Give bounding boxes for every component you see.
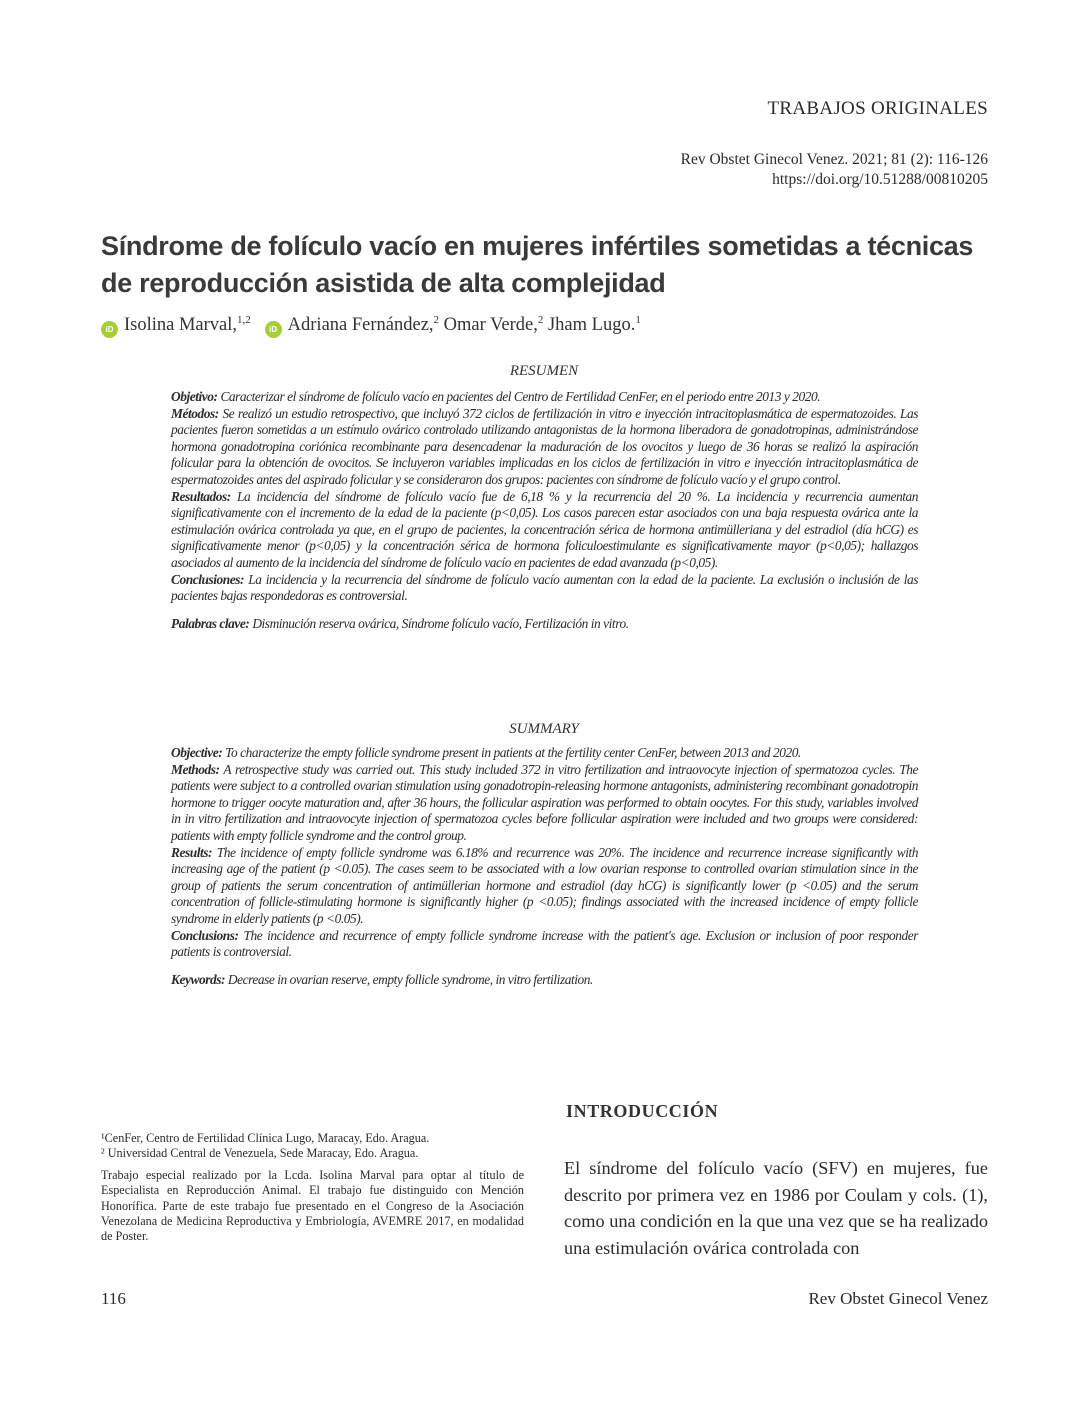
- resultados-label: Resultados:: [171, 488, 231, 504]
- author-name: Omar Verde,: [443, 315, 538, 335]
- resumen-body: [171, 389, 918, 632]
- objetivo-label: Objetivo:: [171, 389, 218, 404]
- author-affiliation: 1,2: [237, 313, 251, 326]
- resumen-palabras-clave: [171, 616, 918, 633]
- summary-objective: [171, 745, 918, 762]
- summary-methods: [171, 762, 918, 845]
- author-name: Isolina Marval,: [124, 315, 238, 335]
- keywords-text: Decrease in ovarian reserve, empty follicle syndrome, in vitro fertilization.: [227, 971, 593, 987]
- summary-results: [171, 845, 918, 928]
- footnotes: [101, 1131, 524, 1245]
- intro-paragraph: El síndrome del folículo vacío (SFV) en mujeres, fue descrito por primera vez en 1986 por Coulam y cols. (1), como una condición en la que una vez que se ha realizado una estimulación ovárica controlada con: [564, 1158, 988, 1258]
- summary-body: [171, 745, 918, 988]
- resumen-resultados: [171, 489, 918, 572]
- article-title: Síndrome de folículo vacío en mujeres infértiles sometidas a técnicas de reproducción asistida de alta complejidad: [101, 231, 974, 298]
- summary-keywords: [171, 972, 918, 989]
- methods-label: Methods:: [171, 761, 220, 777]
- conclusions-text: The incidence and recurrence of empty follicle syndrome increase with the patient's age. Exclusion or inclusion of poor responder patients is controversial.: [171, 927, 918, 960]
- conclusions-label: Conclusions:: [171, 927, 239, 943]
- resumen-heading: RESUMEN: [509, 363, 579, 379]
- palabras-text: Disminución reserva ovárica, Síndrome folículo vacío, Fertilización in vitro.: [252, 615, 629, 631]
- resumen-metodos: [171, 406, 918, 489]
- section-label: TRABAJOS ORIGINALES: [767, 98, 988, 119]
- conclusiones-text: La incidencia y la recurrencia del síndrome de folículo vacío aumentan con la edad de la paciente. La exclusión o inclusión de las pacientes bajas respondedoras es controversial.: [171, 571, 919, 604]
- objetivo-text: Caracterizar el síndrome de folículo vacío en pacientes del Centro de Fertilidad CenFer, en el periodo entre 2013 y 2020.: [220, 389, 821, 404]
- metodos-text: Se realizó un estudio retrospectivo, que incluyó 372 ciclos de fertilización in vitro e inyección intracitoplasmática de espermatozoides. Las pacientes fueron sometidas a un estímulo ovárico controlado utilizando antagonistas de la hormona liberadora de gonadotropinas, administrándose hormona gonadotropina coriónica recombinante para desencadenar la maduración de los ovocitos y luego de 36 horas se realizó la aspiración folicular para la obtención de ovocitos. Se incluyeron variables implicadas en los ciclos de fertilización in vitro e inyección intracitoplasmática de espermatozoides antes del aspirado folicular y se consideraron dos grupos: pacientes con síndrome de folículo vacío y el grupo control.: [171, 405, 918, 487]
- objective-text: To characterize the empty follicle syndrome present in patients at the fertility center CenFer, between 2013 and 2020.: [225, 745, 801, 760]
- doi-link[interactable]: https://doi.org/10.51288/00810205: [772, 171, 988, 188]
- footnote-affiliation-1: ¹CenFer, Centro de Fertilidad Clínica Lugo, Maracay, Edo. Aragua.: [101, 1131, 430, 1145]
- citation-block: [0, 150, 988, 190]
- palabras-label: Palabras clave:: [171, 615, 250, 631]
- author-affiliation: 1: [635, 313, 641, 326]
- footnote-note: Trabajo especial realizado por la Lcda. Isolina Marval para optar al título de Especialista en Reproducción Animal. El trabajo fue distinguido con Mención Honorífica. Parte de este trabajo fue presentado en el Congreso de la Asociación Venezolana de Medicina Reproductiva y Embriología, AVEMRE 2017, en modalidad de Poster.: [101, 1167, 524, 1244]
- journal-footer: Rev Obstet Ginecol Venez: [808, 1289, 988, 1308]
- methods-text: A retrospective study was carried out. This study included 372 in vitro fertilization and intraovocyte injection of spermatozoa cycles. The patients were subject to a controlled ovarian stimulation using gonadotropin-releasing hormone antagonists, administering recombinant gonadotropin hormone to trigger oocyte maturation and, after 36 hours, the follicular aspiration was performed to obtain oocytes. For this study, variables involved in in vitro fertilization and intraovocyte injection of spermatozoa cycles before follicular aspiration were included and two groups were considered: patients with empty follicle syndrome and the control group.: [171, 761, 918, 843]
- author-name: Adriana Fernández,: [287, 315, 434, 335]
- resultados-text: La incidencia del síndrome de folículo vacío fue de 6,18 % y la recurrencia del 20 %. La incidencia y recurrencia aumentan significativamente con el incremento de la edad de la paciente (p<0,05). Los casos parecen estar asociados con una baja respuesta ovárica ante la estimulación ovárica controlada ya que, en el grupo de pacientes, la concentración sérica de hormona antimülleriana y del estradiol (día hCG) es significativamente menor (p<0,05) y la concentración sérica de hormona foliculoestimulante es significativamente mayor (p<0,05); hallazgos asociados al aumento de la incidencia del síndrome de folículo vacío en pacientes de edad avanzada (p<0,05).: [171, 488, 919, 570]
- intro-heading: INTRODUCCIÓN: [566, 1101, 719, 1121]
- orcid-icon[interactable]: iD: [265, 321, 282, 338]
- results-text: The incidence of empty follicle syndrome was 6.18% and recurrence was 20%. The incidence and recurrence increase significantly with increasing age of the patient (p <0.05). The cases seem to be associated with a low ovarian response to controlled ovarian stimulation since in the group of patients the serum concentration of antimüllerian hormone and estradiol (day hCG) is significantly lower (p <0.05) and the serum concentration of follicle-stimulating hormone is significantly higher (p <0.05); findings associated with the increased incidence of empty follicle syndrome in elderly patients (p <0.05).: [171, 844, 918, 926]
- resumen-conclusiones: [171, 572, 918, 605]
- author-affiliation: 2: [537, 313, 544, 326]
- results-label: Results:: [171, 844, 213, 860]
- summary-conclusions: [171, 928, 918, 961]
- objective-label: Objective:: [171, 745, 223, 760]
- orcid-icon[interactable]: iD: [101, 321, 118, 338]
- summary-heading: SUMMARY: [509, 721, 579, 737]
- journal-citation: Rev Obstet Ginecol Venez. 2021; 81 (2): 116-126: [680, 151, 988, 168]
- page-number: 116: [101, 1289, 126, 1308]
- resumen-objetivo: [171, 389, 918, 406]
- keywords-label: Keywords:: [171, 971, 225, 987]
- author-name: Jham Lugo.: [547, 315, 636, 335]
- author-affiliation: 2: [433, 313, 440, 326]
- conclusiones-label: Conclusiones:: [171, 571, 245, 587]
- author-list: [101, 315, 641, 338]
- metodos-label: Métodos:: [171, 405, 219, 421]
- footnote-affiliation-2: ² Universidad Central de Venezuela, Sede Maracay, Edo. Aragua.: [101, 1146, 419, 1161]
